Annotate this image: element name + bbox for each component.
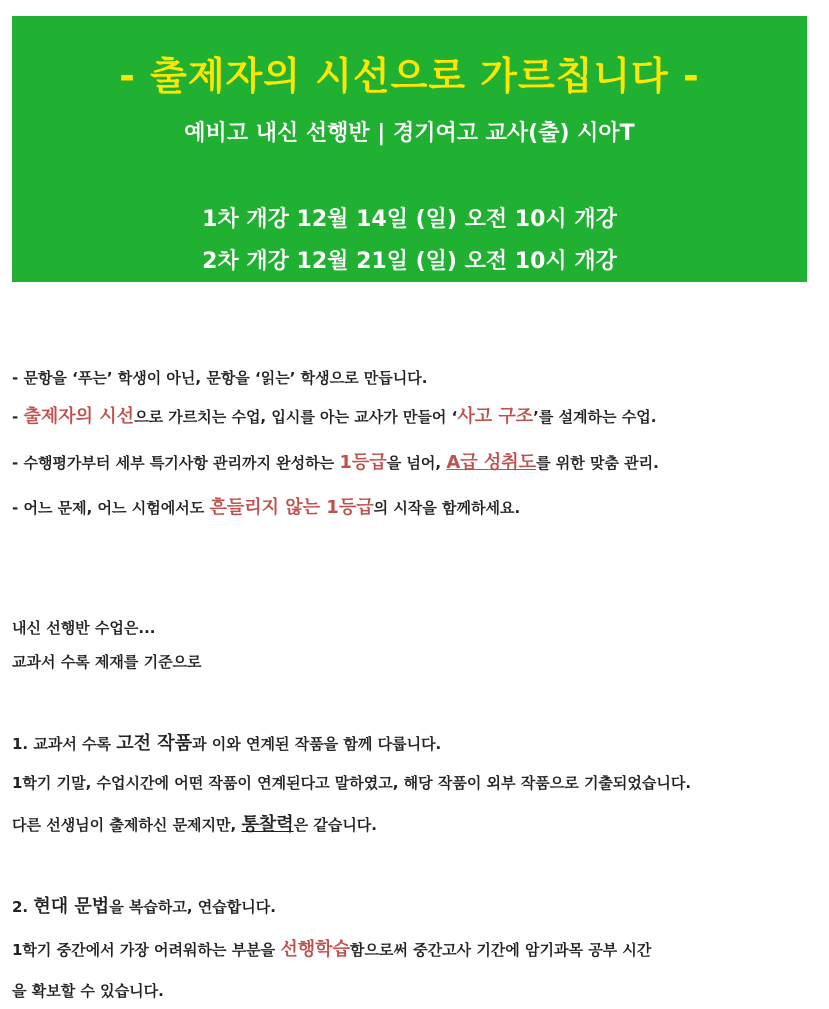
section-1-heading-suffix: 과 이와 연계된 작품을 함께 다룹니다. [192, 735, 442, 753]
schedule-second: 2차 개강 12월 21일 (일) 오전 10시 개강 [202, 249, 617, 274]
section-1-body-1 [12, 771, 817, 795]
point-2-suffix: ’를 설계하는 수업. [533, 408, 657, 426]
point-3-suffix: 를 위한 맞춤 관리. [536, 454, 659, 472]
section-2-body-2 [12, 979, 817, 1003]
intro-line-1-text: 내신 선행반 수업은... [12, 619, 156, 637]
section-2-body-1-highlight: 선행학습 [280, 939, 350, 960]
point-3-highlight-grade: 1등급 [339, 452, 387, 473]
section-1-body-2-suffix: 은 같습니다. [293, 816, 377, 834]
section-1-body-2-prefix: 다른 선생님이 출제하신 문제지만, [12, 816, 242, 834]
point-4-highlight: 흔들리지 않는 1등급 [209, 497, 374, 518]
header-banner [12, 16, 807, 282]
section-2-heading-emphasis: 현대 문법 [33, 896, 110, 917]
point-2 [12, 405, 817, 429]
point-2-highlight-gaze: 출제자의 시선 [23, 406, 135, 427]
point-2-highlight-structure: 사고 구조 [457, 406, 534, 427]
point-3-prefix: - 수행평가부터 세부 특기사항 관리까지 완성하는 [12, 454, 340, 472]
section-2-heading-prefix: 2. [12, 898, 34, 916]
section-1-body-2-emphasis: 통찰력 [241, 814, 294, 835]
section-1-heading-prefix: 1. 교과서 수록 [12, 735, 117, 753]
intro-line-2 [12, 650, 817, 674]
section-1-heading-emphasis: 고전 작품 [116, 733, 193, 754]
point-1-text: - 문항을 ‘푸는’ 학생이 아닌, 문항을 ‘읽는’ 학생으로 만듭니다. [12, 369, 428, 387]
section-2-body-1-prefix: 1학기 중간에서 가장 어려워하는 부분을 [12, 941, 281, 959]
point-4-prefix: - 어느 문제, 어느 시험에서도 [12, 499, 210, 517]
section-1-body-1-text: 1학기 기말, 수업시간에 어떤 작품이 연계된다고 말하였고, 해당 작품이 외부 작품으로 기출되었습니다. [12, 774, 692, 792]
point-2-middle: 으로 가르치는 수업, 입시를 아는 교사가 만들어 ‘ [134, 408, 458, 426]
point-3 [12, 451, 817, 475]
section-2-heading [12, 895, 817, 919]
section-2-body-1 [12, 938, 817, 962]
point-2-prefix: - [12, 408, 24, 426]
point-4-suffix: 의 시작을 함께하세요. [373, 499, 521, 517]
banner-subtitle: 예비고 내신 선행반 | 경기여고 교사(출) 시아T [184, 121, 635, 146]
section-1-body-2 [12, 813, 817, 837]
section-2-body-1-suffix: 함으로써 중간고사 기간에 암기과목 공부 시간 [349, 941, 652, 959]
intro-line-2-text: 교과서 수록 제재를 기준으로 [12, 653, 202, 671]
point-3-middle: 을 넘어, [386, 454, 447, 472]
intro-line-1 [12, 616, 817, 640]
point-1 [12, 366, 817, 390]
schedule-first: 1차 개강 12월 14일 (일) 오전 10시 개강 [202, 207, 617, 232]
point-3-highlight-achievement: A급 성취도 [446, 452, 537, 473]
banner-title: - 출제자의 시선으로 가르칩니다 - [119, 54, 700, 98]
section-2-heading-suffix: 을 복습하고, 연습합니다. [109, 898, 276, 916]
section-2-body-2-text: 을 확보할 수 있습니다. [12, 982, 164, 1000]
point-4 [12, 496, 817, 520]
section-1-heading [12, 732, 817, 756]
